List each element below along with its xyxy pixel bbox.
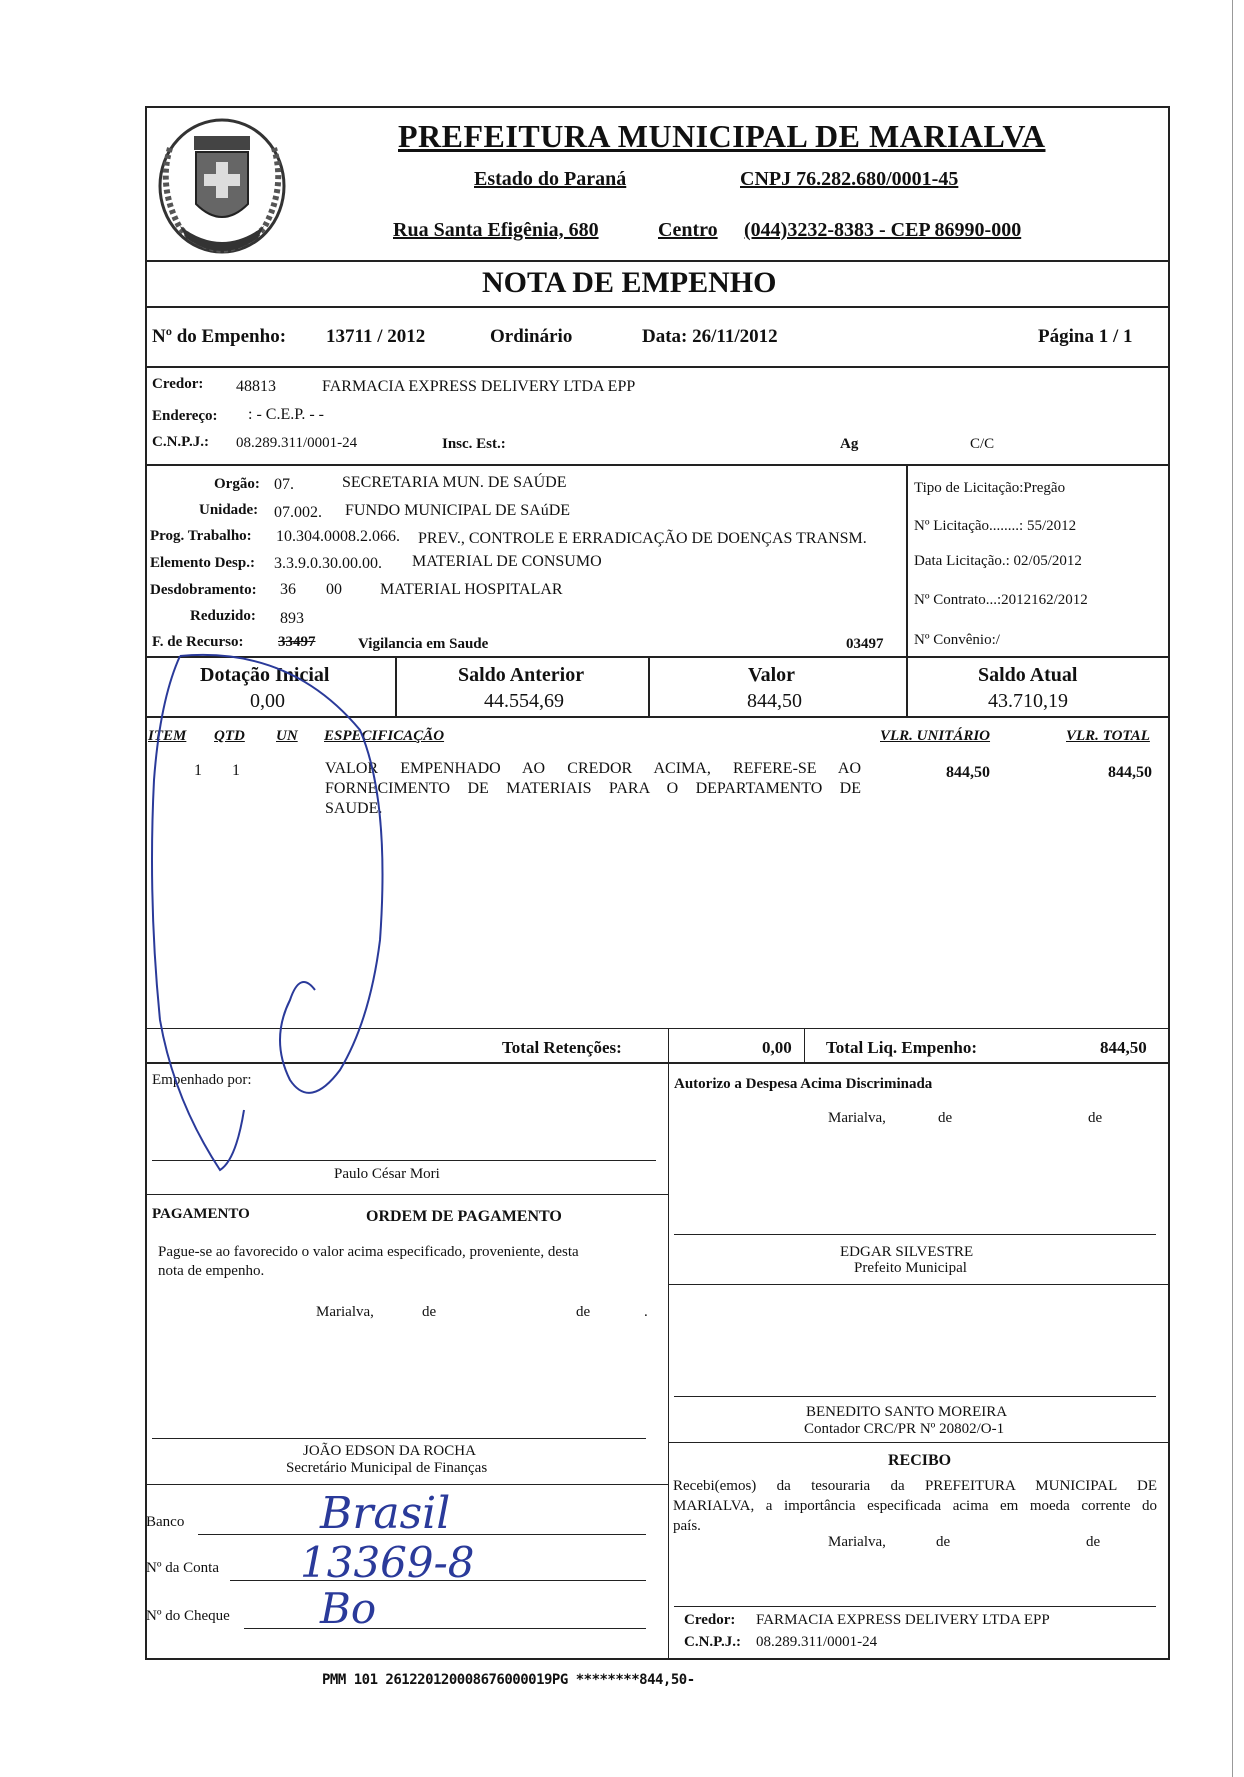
municipality-phone-cep: (044)3232-8383 - CEP 86990-000 <box>744 219 1022 241</box>
autorizo-city: Marialva, <box>828 1110 886 1126</box>
desdobramento-label: Desdobramento: <box>150 582 257 598</box>
lower-center-divider <box>668 1062 669 1660</box>
banco-label: Banco <box>146 1514 185 1530</box>
footer-code: PMM 101 261220120008676000019PG ********844,50- <box>322 1672 695 1688</box>
municipality-title: PREFEITURA MUNICIPAL DE MARIALVA <box>398 118 1046 154</box>
recibo-cnpj-label: C.N.P.J.: <box>684 1634 741 1650</box>
document-title: NOTA DE EMPENHO <box>482 266 777 299</box>
item-desc-line1: VALOR EMPENHADO AO CREDOR ACIMA, REFERE-SE AO <box>325 760 861 777</box>
desdobramento-value2: 00 <box>326 581 342 598</box>
unidade-value: 07.002. <box>274 504 322 521</box>
retencoes-label: Total Retenções: <box>502 1038 622 1057</box>
insc-est-label: Insc. Est.: <box>442 436 506 452</box>
pagamento-label: PAGAMENTO <box>152 1206 250 1222</box>
licitacao-divider <box>906 464 908 656</box>
secretario-bottom-line <box>145 1484 669 1485</box>
elemento-label: Elemento Desp.: <box>150 555 255 571</box>
recibo-city: Marialva, <box>828 1534 886 1550</box>
item-total-value: 844,50 <box>1108 764 1152 781</box>
empenhado-label: Empenhado por: <box>152 1072 252 1088</box>
contador-title: Contador CRC/PR Nº 20802/O-1 <box>804 1421 1005 1437</box>
pagamento-text-line2: nota de empenho. <box>158 1263 265 1279</box>
prog-trabalho-value: 10.304.0008.2.066. <box>276 528 400 545</box>
empenho-bottom-line <box>145 366 1169 368</box>
contrato-numero: Nº Contrato...:2012162/2012 <box>914 592 1088 608</box>
autorizo-label: Autorizo a Despesa Acima Discriminada <box>674 1076 933 1092</box>
handwritten-signature-stroke <box>140 640 480 1180</box>
item-desc-line2: FORNECIMENTO DE MATERIAIS PARA O DEPARTAMENTO DE <box>325 780 861 797</box>
prog-trabalho-label: Prog. Trabalho: <box>150 528 252 544</box>
cheque-handwritten: Bo <box>320 1584 377 1633</box>
pagamento-dot: . <box>644 1304 648 1320</box>
item-number: 1 <box>194 762 202 779</box>
recibo-line3: país. <box>673 1518 701 1534</box>
credor-cnpj-label: C.N.P.J.: <box>152 434 209 450</box>
account-label: C/C <box>970 436 995 452</box>
valor-value: 844,50 <box>747 690 802 712</box>
empenho-date: Data: 26/11/2012 <box>642 326 778 347</box>
recurso-value: 33497 <box>278 634 316 650</box>
address-value: : - C.E.P. - - <box>248 406 324 423</box>
credor-cnpj-value: 08.289.311/0001-24 <box>236 435 358 451</box>
recibo-cnpj-value: 08.289.311/0001-24 <box>756 1634 878 1650</box>
desdobramento-value: 36 <box>280 581 296 598</box>
header-bottom-line <box>145 260 1169 262</box>
prefeito-title: Prefeito Municipal <box>854 1260 967 1276</box>
reduzido-value: 893 <box>280 610 304 627</box>
credor-name: FARMACIA EXPRESS DELIVERY LTDA EPP <box>322 378 636 395</box>
col-item: ITEM <box>148 728 187 744</box>
empenho-type: Ordinário <box>490 326 573 347</box>
municipality-address: Rua Santa Efigênia, 680 <box>393 219 599 241</box>
recibo-line1: Recebi(emos) da tesouraria da PREFEITURA MUNICIPAL DE <box>673 1478 1157 1494</box>
col-vlr-total: VLR. TOTAL <box>1066 728 1150 744</box>
pagamento-de1: de <box>422 1304 437 1320</box>
agency-label: Ag <box>840 436 859 452</box>
liq-empenho-value: 844,50 <box>1100 1038 1147 1057</box>
elemento-value: 3.3.9.0.30.00.00. <box>274 555 382 572</box>
municipality-district: Centro <box>658 219 718 241</box>
unidade-label: Unidade: <box>199 502 259 518</box>
saldo-divider-2 <box>648 656 650 716</box>
recibo-de1: de <box>936 1534 951 1550</box>
totals-divider-1 <box>668 1028 669 1062</box>
valor-label: Valor <box>748 664 796 686</box>
pagamento-top-line <box>145 1194 669 1195</box>
col-qtd: QTD <box>214 728 245 744</box>
credor-label: Credor: <box>152 376 204 392</box>
saldo-anterior-value: 44.554,69 <box>484 690 564 712</box>
reduzido-label: Reduzido: <box>190 608 256 624</box>
autorizo-de1: de <box>938 1110 953 1126</box>
saldo-atual-label: Saldo Atual <box>978 664 1078 686</box>
recibo-de2: de <box>1086 1534 1101 1550</box>
liq-empenho-label: Total Liq. Empenho: <box>826 1038 977 1057</box>
col-vlr-unitario: VLR. UNITÁRIO <box>880 728 991 744</box>
unidade-name: FUNDO MUNICIPAL DE SAúDE <box>345 502 571 519</box>
prefeito-name: EDGAR SILVESTRE <box>840 1244 974 1260</box>
municipal-crest-icon <box>150 108 294 258</box>
item-desc-line3: SAUDE. <box>325 800 383 817</box>
municipality-cnpj: CNPJ 76.282.680/0001-45 <box>740 168 959 190</box>
title-bottom-line <box>145 306 1169 308</box>
address-label: Endereço: <box>152 408 218 424</box>
credor-code: 48813 <box>236 378 276 395</box>
orgao-label: Orgão: <box>214 476 260 492</box>
prefeito-bottom-line <box>668 1284 1168 1285</box>
form-bottom-line <box>145 1658 1169 1660</box>
recibo-credor-name: FARMACIA EXPRESS DELIVERY LTDA EPP <box>756 1612 1050 1628</box>
saldo-divider-3 <box>906 656 908 716</box>
right-border <box>1168 106 1170 1660</box>
cheque-label: Nº do Cheque <box>146 1608 230 1624</box>
contador-signature-line <box>674 1396 1156 1397</box>
state-name: Estado do Paraná <box>474 168 627 190</box>
licitacao-data: Data Licitação.: 02/05/2012 <box>914 553 1082 569</box>
prog-trabalho-name: PREV., CONTROLE E ERRADICAÇÃO DE DOENÇAS TRANSM. <box>418 530 867 547</box>
ordem-pagamento-title: ORDEM DE PAGAMENTO <box>366 1208 562 1225</box>
secretario-name: JOÃO EDSON DA ROCHA <box>303 1443 476 1459</box>
pagamento-city: Marialva, <box>316 1304 374 1320</box>
conta-handwritten: 13369-8 <box>300 1538 475 1587</box>
header-top-line <box>145 106 1169 108</box>
item-qtd: 1 <box>232 762 240 779</box>
saldo-anterior-label: Saldo Anterior <box>458 664 585 686</box>
pagamento-text-line1: Pague-se ao favorecido o valor acima especificado, proveniente, desta <box>158 1244 579 1260</box>
secretario-title: Secretário Municipal de Finanças <box>286 1460 488 1476</box>
banco-handwritten: Brasil <box>320 1488 451 1539</box>
empenho-number-label: Nº do Empenho: <box>152 326 287 347</box>
autorizo-de2: de <box>1088 1110 1103 1126</box>
credor-bottom-line <box>145 464 1169 466</box>
pagamento-de2: de <box>576 1304 591 1320</box>
recibo-title: RECIBO <box>888 1452 952 1469</box>
licitacao-numero: Nº Licitação........: 55/2012 <box>914 518 1077 534</box>
recibo-credor-label: Credor: <box>684 1612 736 1628</box>
recibo-signature-line <box>674 1606 1156 1607</box>
empenhado-name: Paulo César Mori <box>334 1166 440 1182</box>
secretario-signature-line <box>152 1438 646 1439</box>
col-especificacao: ESPECIFICAÇÃO <box>324 728 445 744</box>
totals-divider-2 <box>804 1028 805 1062</box>
cheque-line <box>244 1628 646 1629</box>
retencoes-value: 0,00 <box>762 1038 792 1057</box>
page-number: Página 1 / 1 <box>1038 326 1133 347</box>
conta-label: Nº da Conta <box>146 1560 219 1576</box>
recibo-line2: MARIALVA, a importância especificada acima em moeda corrente do <box>673 1498 1157 1514</box>
page-edge <box>1232 0 1233 1777</box>
licitacao-tipo: Tipo de Licitação:Pregão <box>914 480 1066 496</box>
desdobramento-name: MATERIAL HOSPITALAR <box>380 581 563 598</box>
prefeito-signature-line <box>674 1234 1156 1235</box>
orgao-name: SECRETARIA MUN. DE SAÚDE <box>342 474 567 491</box>
recurso-code: 03497 <box>846 636 884 652</box>
contador-name: BENEDITO SANTO MOREIRA <box>806 1404 1008 1420</box>
item-unit-value: 844,50 <box>946 764 990 781</box>
dotacao-label: Dotação Inicial <box>200 664 330 686</box>
recurso-name: Vigilancia em Saude <box>358 636 489 652</box>
elemento-name: MATERIAL DE CONSUMO <box>412 553 602 570</box>
orgao-value: 07. <box>274 476 294 493</box>
contador-bottom-line <box>668 1442 1168 1443</box>
dotacao-value: 0,00 <box>250 690 285 712</box>
convenio-numero: Nº Convênio:/ <box>914 632 1000 648</box>
recurso-label: F. de Recurso: <box>152 634 244 650</box>
empenho-number: 13711 / 2012 <box>326 326 426 347</box>
col-un: UN <box>276 728 298 744</box>
saldo-atual-value: 43.710,19 <box>988 690 1068 712</box>
